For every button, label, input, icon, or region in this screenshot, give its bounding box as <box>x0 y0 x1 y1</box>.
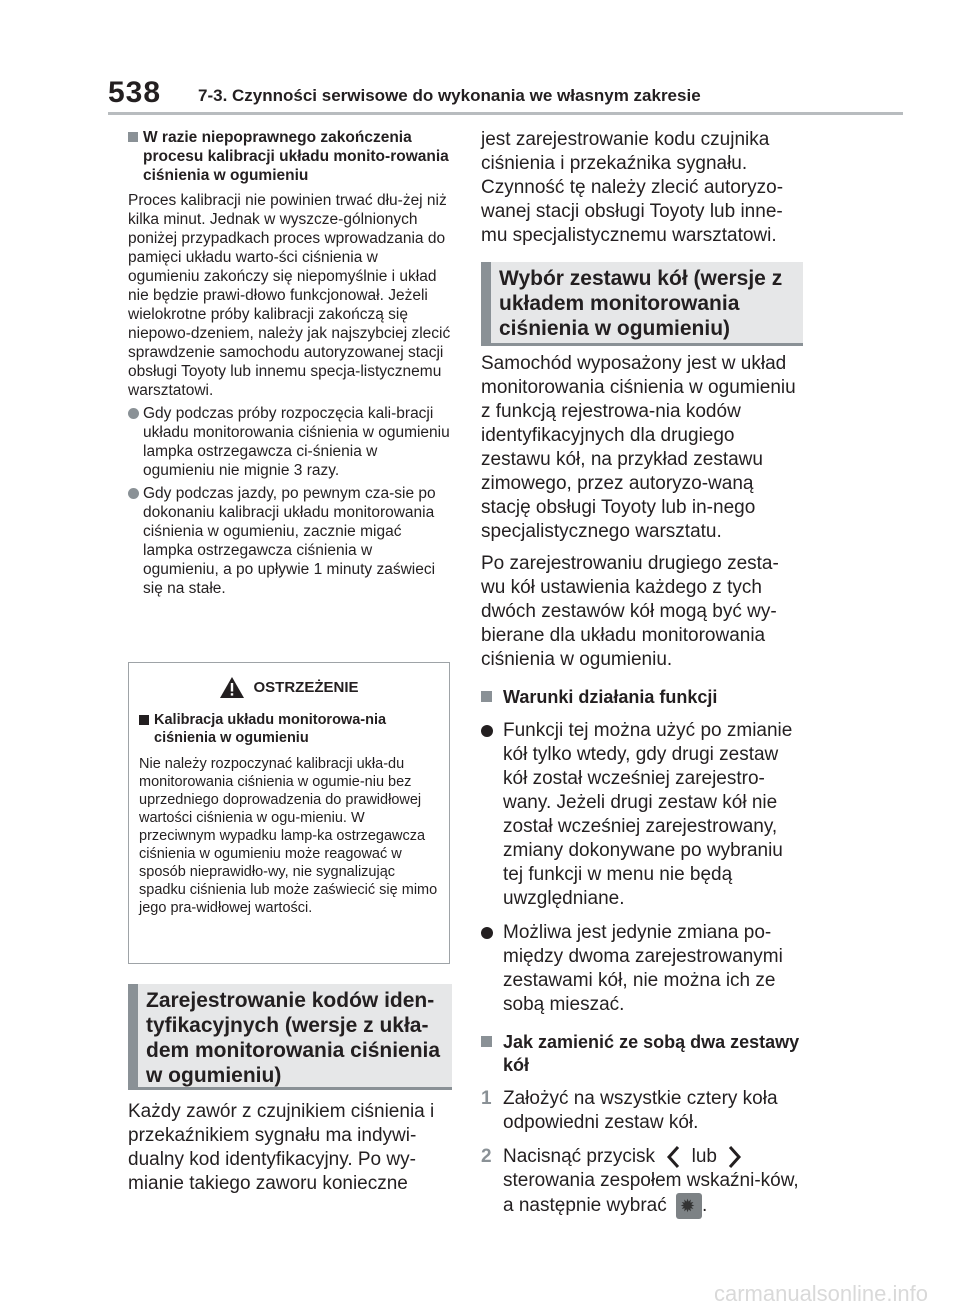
step-1: 1 Założyć na wszystkie cztery koła odpowiedni zestaw kół. <box>481 1088 778 1133</box>
warning-heading: Kalibracja układu monitorowa-nia ciśnienia w ogumieniu <box>139 711 439 747</box>
settings-gear-icon <box>676 1193 702 1219</box>
wheel-set-paragraph-1: Samochód wyposażony jest w układ monitorowania ciśnienia w ogumieniu z funkcją rejestrowa-nia kodów identyfikacyjnych dla drugiego zestawu kół, na przykład zestawu zimowego, przez autoryzo-waną stację obsługi Toyoty lub in-nego specjalistycznego warsztatu. <box>481 353 796 542</box>
id-codes-paragraph: Każdy zawór z czujnikiem ciśnienia i przekaźnikiem sygnału ma indywi-dualny kod identyfikacyjny. Po wy-mianie takiego zaworu konieczne <box>128 1101 435 1194</box>
bullet-dot-icon <box>128 488 139 499</box>
conditions-heading: Warunki działania funkcji <box>481 686 803 709</box>
switch-sets-heading: Jak zamienić ze sobą dwa zestawy kół <box>481 1031 803 1077</box>
bullet-dot-icon <box>128 408 139 419</box>
warning-header <box>129 663 449 711</box>
right-column-lower <box>481 352 803 1219</box>
warning-title: OSTRZEŻENIE <box>253 678 359 696</box>
chapter-title: 7-3. Czynności serwisowe do wykonania we własnym zakresie <box>198 86 701 105</box>
bullet-dot-icon <box>481 927 493 939</box>
wheel-set-paragraph-2: Po zarejestrowaniu drugiego zesta-wu kół ustawienia każdego z tych dwóch zestawów kół mogą być wy-bierane dla układu monitorowania ciśnienia w ogumieniu. <box>481 553 779 670</box>
list-item: Gdy podczas próby rozpoczęcia kali-bracji układu monitorowania ciśnienia w ogumieniu lampka ostrzegawcza ci-śnienia w ogumieniu nie mignie 3 razy. <box>128 404 452 480</box>
bullet-dot-icon <box>481 725 493 737</box>
watermark: carmanualsonline.info <box>713 1281 928 1306</box>
chevron-right-icon <box>728 1145 742 1169</box>
square-bullet-icon <box>139 715 149 725</box>
list-item: Możliwa jest jedynie zmiana po-między dwoma zarejestrowanymi zestawami kół, nie można ich ze sobą mieszać. <box>481 921 803 1017</box>
header-rule <box>108 112 903 115</box>
calibration-failure-heading: W razie niepoprawnego zakończenia procesu kalibracji układu monito-rowania ciśnienia w ogumieniu <box>128 128 452 185</box>
calibration-paragraph: Proces kalibracji nie powinien trwać dłu-żej niż kilka minut. Jednak w wyszcze-gólnionych poniżej przypadkach proces wprowadzania do pamięci układu warto-ści ciśnienia w ogumieniu zakończy się niepomyślnie i układ nie będzie prawi-dłowo funkcjonował. Jeżeli wielokrotne próby kalibracji zakończą się niepowo-dzeniem, należy jak najszybciej zlecić sprawdzenie samochodu autoryzowanej stacji obsługi Toyoty lub innemu specja-listycznemu warsztatowi. <box>128 192 451 399</box>
square-bullet-icon <box>481 691 492 702</box>
chevron-left-icon <box>666 1145 680 1169</box>
continuation-paragraph: jest zarejestrowanie kodu czujnika ciśnienia i przekaźnika sygnału. Czynność tę należy zlecić autoryzo-wanej stacji obsługi Toyoty lub inne-mu specjalistycznemu warsztatowi. <box>481 129 784 246</box>
step-2: 2 Nacisnąć przycisk lub sterowania zespołem wskaźni-ków, a następnie wybrać ✹ . <box>481 1145 803 1219</box>
list-item: Gdy podczas jazdy, po pewnym cza-sie po dokonaniu kalibracji układu monitorowania ciśnienia w ogumieniu, zacznie migać lampka ostrzegawcza ciśnienia w ogumieniu, a po upływie 1 minuty zaświeci się na stałe. <box>128 484 452 598</box>
warning-text: Nie należy rozpoczynać kalibracji ukła-du monitorowania ciśnienia w ogumie-niu bez uprzedniego doprowadzenia do prawidłowej wartości ciśnienia w ogu-mieniu. W przeciwnym wypadku lamp-ka ostrzegawcza ciśnienia w ogumieniu może reagować w sposób nieprawidło-wy, nie sygnalizując spadku ciśnienia lub może zaświecić się mimo jego pra-widłowej wartości. <box>139 756 438 916</box>
list-item: Funkcji tej można użyć po zmianie kół tylko wtedy, gdy drugi zestaw kół został wcześniej zarejestro-wany. Jeżeli drugi zestaw kół nie został wcześniej zarejestrowany, zmiany dokonywane po wybraniu tej funkcji w menu nie będą uwzględniane. <box>481 719 803 911</box>
section-title-id-codes: Zarejestrowanie kodów iden-tyfikacyjnych (wersje z ukła-dem monitorowania ciśnienia w ogumieniu) <box>128 984 452 1090</box>
section-title-wheel-set: Wybór zestawu kół (wersje z układem monitorowania ciśnienia w ogumieniu) <box>481 262 803 346</box>
warning-box <box>128 662 450 964</box>
left-column <box>128 128 452 598</box>
warning-triangle-icon <box>219 676 245 699</box>
square-bullet-icon <box>128 132 138 142</box>
square-bullet-icon <box>481 1036 492 1047</box>
right-column <box>481 128 803 248</box>
page-number: 538 <box>108 76 162 109</box>
